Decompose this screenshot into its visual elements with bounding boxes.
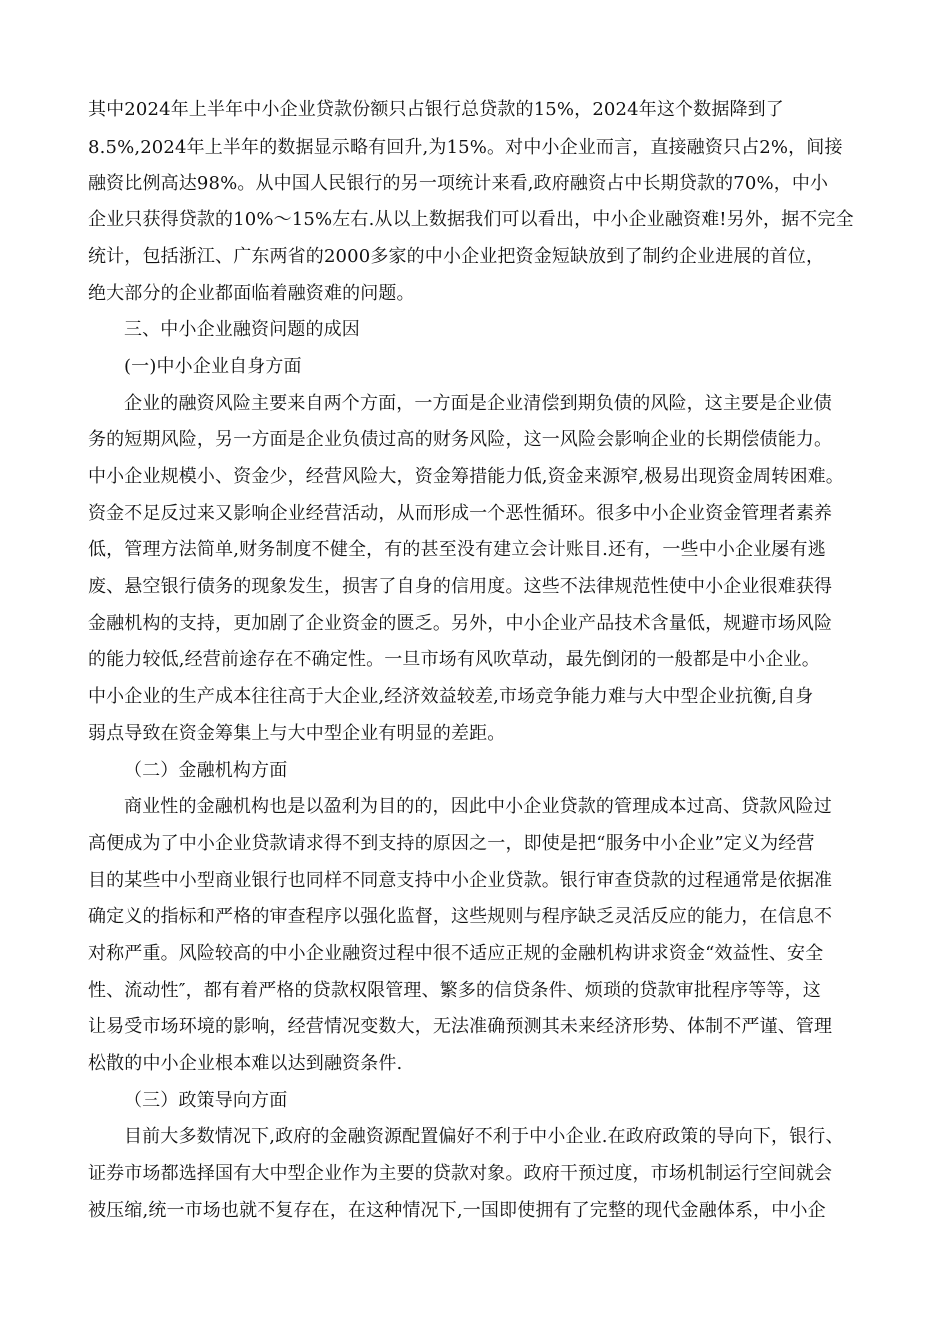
text-line: 高便成为了中小企业贷款请求得不到支持的原因之一，即使是把“服务中小企业”定义为经营 xyxy=(88,833,815,854)
text-line: 中小企业的生产成本往往高于大企业,经济效益较差,市场竞争能力难与大中型企业抗衡,自身 xyxy=(88,686,814,707)
text-line: 让易受市场环境的影响，经营情况变数大，无法准确预测其未来经济形势、体制不严谨、管理 xyxy=(88,1016,833,1037)
subsection-heading: （二）金融机构方面 xyxy=(124,760,288,781)
text-line: 证券市场都选择国有大中型企业作为主要的贷款对象。政府干预过度，市场机制运行空间就会 xyxy=(88,1163,833,1184)
subsection-heading: （三）政策导向方面 xyxy=(124,1090,288,1111)
text-line: 务的短期风险，另一方面是企业负债过高的财务风险，这一风险会影响企业的长期偿债能力。 xyxy=(88,429,833,450)
text-line: 资金不足反过来又影响企业经营活动，从而形成一个恶性循环。很多中小企业资金管理者素养 xyxy=(88,503,833,524)
text-line: 金融机构的支持，更加剧了企业资金的匮乏。另外，中小企业产品技术含量低，规避市场风险 xyxy=(88,613,833,634)
section-heading: 三、中小企业融资问题的成因 xyxy=(124,319,360,340)
text-line: 低，管理方法简单,财务制度不健全，有的甚至没有建立会计账目.还有，一些中小企业屡有逃 xyxy=(88,539,826,560)
text-line: 性、流动性″，都有着严格的贷款权限管理、繁多的信贷条件、烦琐的贷款审批程序等等，这 xyxy=(88,980,821,1001)
text-line: 其中2024年上半年中小企业贷款份额只占银行总贷款的15%，2024年这个数据降到了 xyxy=(88,99,784,120)
text-line: 被压缩,统一市场也就不复存在，在这种情况下,一国即使拥有了完整的现代金融体系，中小企 xyxy=(88,1200,826,1221)
text-line: 企业只获得贷款的10%～15%左右.从以上数据我们可以看出，中小企业融资难!另外，据不完全 xyxy=(88,209,854,230)
text-line: 商业性的金融机构也是以盈利为目的的，因此中小企业贷款的管理成本过高、贷款风险过 xyxy=(124,796,832,817)
text-line: 企业的融资风险主要来自两个方面，一方面是企业清偿到期负债的风险，这主要是企业债 xyxy=(124,393,832,414)
text-line: 目的某些中小型商业银行也同样不同意支持中小企业贷款。银行审查贷款的过程通常是依据准 xyxy=(88,870,833,891)
text-line: 8.5%,2024年上半年的数据显示略有回升,为15%。对中小企业而言，直接融资只占2%，间接 xyxy=(88,137,843,158)
text-line: 绝大部分的企业都面临着融资难的问题。 xyxy=(88,283,415,304)
text-line: 中小企业规模小、资金少，经营风险大，资金筹措能力低,资金来源窄,极易出现资金周转困难。 xyxy=(88,466,844,487)
subsection-heading: (一)中小企业自身方面 xyxy=(124,356,302,377)
text-line: 松散的中小企业根本难以达到融资条件. xyxy=(88,1053,403,1074)
text-line: 弱点导致在资金筹集上与大中型企业有明显的差距。 xyxy=(88,723,506,744)
text-line: 统计，包括浙江、广东两省的2000多家的中小企业把资金短缺放到了制约企业进展的首位， xyxy=(88,246,825,267)
text-line: 目前大多数情况下,政府的金融资源配置偏好不利于中小企业.在政府政策的导向下，银行、 xyxy=(124,1126,844,1147)
text-line: 废、悬空银行债务的现象发生，损害了自身的信用度。这些不法律规范性使中小企业很难获得 xyxy=(88,576,833,597)
text-line: 融资比例高达98%。从中国人民银行的另一项统计来看,政府融资占中长期贷款的70%，中小 xyxy=(88,173,829,194)
text-line: 的能力较低,经营前途存在不确定性。一旦市场有风吹草动，最先倒闭的一般都是中小企业。 xyxy=(88,649,820,670)
text-line: 确定义的指标和严格的审查程序以强化监督，这些规则与程序缺乏灵活反应的能力，在信息不 xyxy=(88,906,833,927)
text-line: 对称严重。风险较高的中小企业融资过程中很不适应正规的金融机构讲求资金“效益性、安全 xyxy=(88,943,824,964)
